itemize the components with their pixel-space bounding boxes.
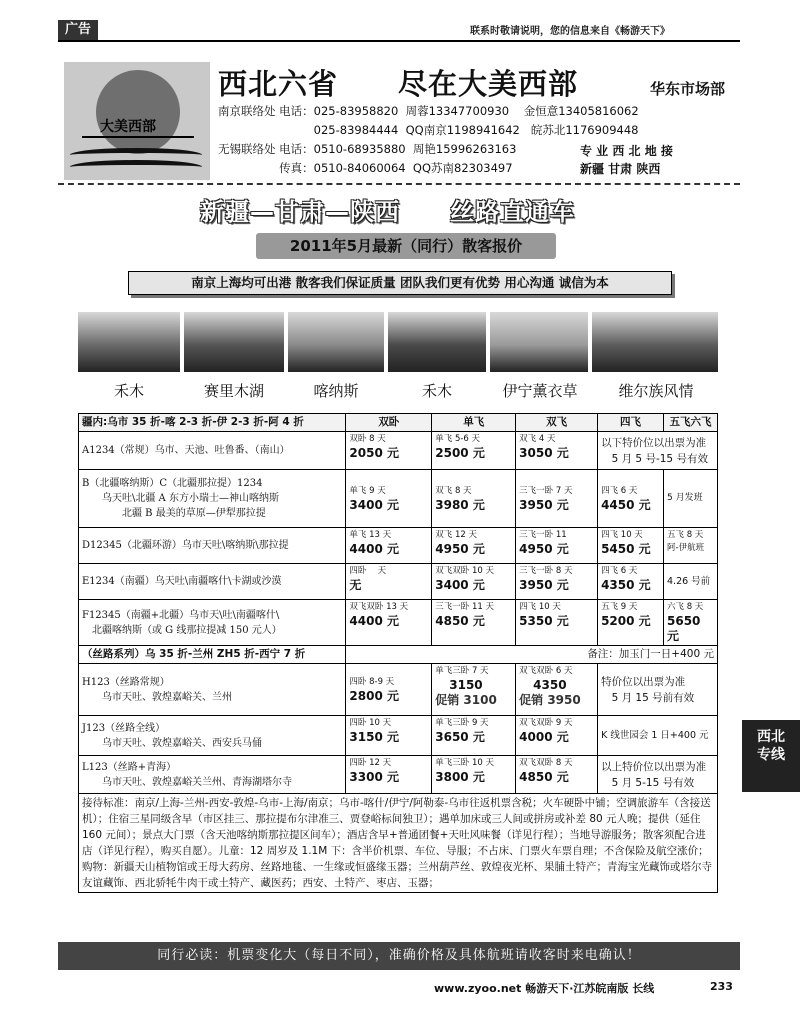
- price-cell: [346, 600, 432, 646]
- contact-line: 传真：0510-84060064 QQ苏南82303497: [218, 161, 513, 175]
- price-cell: [432, 664, 516, 716]
- duration: 四卧 10 天: [349, 718, 392, 728]
- department: 华东市场部: [650, 80, 726, 98]
- price: 4400 元: [349, 614, 399, 628]
- price: 4950 元: [435, 542, 485, 556]
- price: 3650 元: [435, 730, 485, 744]
- route-cell: A1234（常规）乌市、天池、吐鲁番、（南山）: [79, 432, 346, 470]
- route-banner: 新疆—甘肃—陕西 丝路直通车: [200, 198, 575, 226]
- photo-caption: 伊宁薰衣草: [502, 382, 578, 400]
- ad-tag: 广告: [58, 20, 98, 40]
- price: 5450 元: [601, 542, 651, 556]
- duration: 单飞 13 天: [349, 530, 392, 540]
- price: 3400 元: [349, 497, 399, 512]
- price-cell: [432, 716, 516, 756]
- price-cell: [598, 564, 664, 600]
- photo-caption: 赛里木湖: [203, 382, 264, 400]
- photo-caption: 喀纳斯: [313, 382, 359, 400]
- column-header: 四飞: [598, 414, 664, 432]
- price: 4850 元: [519, 770, 569, 784]
- route-cell: B（北疆喀纳斯）C（北疆那拉提）1234 乌天吐\北疆 A 东方小瑞士—神山喀纳斯 北疆 B 最美的草原—伊犁那拉提: [79, 470, 346, 528]
- price-cell: [516, 564, 598, 600]
- duration: 四飞 10 天: [519, 602, 561, 612]
- wave-icon: [70, 160, 202, 174]
- duration: 单飞三卧 9 天: [435, 718, 489, 728]
- duration: 双飞双卧 13 天: [349, 602, 409, 612]
- price-cell: [516, 432, 598, 470]
- photo: [388, 312, 486, 372]
- logo-text: 大美西部: [100, 119, 156, 135]
- price-table: [78, 413, 718, 893]
- price-cell: [346, 470, 432, 528]
- company-logo: [64, 62, 210, 180]
- table-header: [79, 414, 718, 432]
- silk-note: 备注：加玉门一日+400 元: [346, 646, 718, 664]
- silk-header: （丝路系列）乌 35 折-兰州 ZH5 折-西宁 7 折: [79, 646, 346, 664]
- route-cell: E1234（南疆）乌天吐\南疆喀什\卡湖或沙漠: [79, 564, 346, 600]
- route-cell: J123（丝路全线） 乌市天吐、敦煌嘉峪关、西安兵马俑: [79, 716, 346, 756]
- duration: 双飞双卧 9 天: [519, 718, 573, 728]
- photo-caption: 维尔族风情: [618, 382, 694, 400]
- duration: 五飞 8 天: [667, 530, 704, 540]
- tagline: 新疆 甘肃 陕西: [580, 162, 661, 176]
- photo: [592, 312, 718, 372]
- duration: 双飞 4 天: [519, 434, 556, 444]
- price-cell: [516, 664, 598, 716]
- duration: 六飞 8 天: [667, 602, 704, 612]
- price: 4950 元: [519, 542, 569, 556]
- duration: 双飞双卧 10 天: [435, 566, 494, 576]
- price-cell: [664, 528, 718, 564]
- section-header: [79, 646, 718, 664]
- price: 3950 元: [519, 578, 569, 592]
- promo-price: 促销 3950: [519, 693, 581, 707]
- note-cell: 以下特价位以出票为准 5 月 5 号-15 号有效: [598, 432, 718, 470]
- price-cell: [346, 564, 432, 600]
- price-cell: [432, 600, 516, 646]
- price-cell: [598, 600, 664, 646]
- route-cell: F12345（南疆+北疆）乌市天\吐\南疆喀什\ 北疆喀纳斯（或 G 线那拉提减 150 元人）: [79, 600, 346, 646]
- column-header: 双飞: [516, 414, 598, 432]
- duration: 三飞一卧 11 天: [435, 602, 494, 612]
- duration: 四飞 6 天: [601, 485, 638, 496]
- price-cell: [516, 528, 598, 564]
- price: 2800 元: [349, 688, 399, 703]
- price-cell: [664, 600, 718, 646]
- price-banner: 2011年5月最新（同行）散客报价: [256, 233, 556, 259]
- price-cell: [516, 716, 598, 756]
- page-title: 西北六省 尽在大美西部: [218, 67, 579, 101]
- price-cell: [346, 756, 432, 794]
- price: 3150 元: [349, 730, 399, 744]
- duration: 四卧 12 天: [349, 758, 392, 768]
- terms-cell: [79, 794, 718, 893]
- duration: 三飞一卧 11: [519, 530, 567, 540]
- duration: 四卧 8-9 天: [349, 676, 395, 687]
- price: 3800 元: [435, 770, 485, 784]
- contact-line: 无锡联络处 电话：0510-68935880 周艳15996263163: [218, 142, 517, 156]
- price: 4000 元: [519, 730, 569, 744]
- route-cell: L123（丝路+青海） 乌市天吐、敦煌嘉峪关兰州、青海湖塔尔寺: [79, 756, 346, 794]
- table-row: [79, 564, 718, 600]
- sun-icon: [96, 70, 180, 154]
- header-rule: [58, 40, 740, 42]
- price: 5650 元: [667, 614, 701, 643]
- price: 3950 元: [519, 497, 569, 512]
- duration: 三飞一卧 7 天: [519, 485, 573, 496]
- column-header: 五飞六飞: [664, 414, 718, 432]
- contact-line: 南京联络处 电话：025-83958820 周蓉13347700930 金恒意13405816062: [218, 104, 639, 118]
- duration: 单飞三卧 10 天: [435, 758, 494, 768]
- promo-price: 促销 3100: [435, 693, 497, 707]
- column-header: 双卧: [346, 414, 432, 432]
- section-tab: [742, 720, 800, 792]
- duration: 双飞 12 天: [435, 530, 477, 540]
- price: 2500 元: [435, 446, 485, 460]
- notice-bar: 同行必读：机票变化大（每日不同），准确价格及具体航班请收客时来电确认！: [58, 942, 740, 970]
- price-cell: [346, 528, 432, 564]
- price-cell: [432, 564, 516, 600]
- section-tab-label: 西北专线: [757, 729, 785, 763]
- price-cell: [432, 432, 516, 470]
- price: 3980 元: [435, 497, 485, 512]
- note-cell: 5 月发班: [664, 470, 718, 528]
- tagline: 专 业 西 北 地 接: [580, 144, 673, 158]
- price: 3300 元: [349, 770, 399, 784]
- price: 3400 元: [435, 578, 485, 592]
- price-cell: [516, 470, 598, 528]
- route-note: 阿-伊航班: [667, 543, 705, 553]
- terms-row: [79, 794, 718, 893]
- service-standard: 接待标准：南京/上海-兰州-西安-敦煌-乌市-上海/南京；乌市-喀什/伊宁/阿勒泰-乌市往返机票含税；火车硬卧中铺；空调旅游车（含接送机）；住宿三星同级含早（市区挂三、那拉提布尔津准三、贾登峪标间独卫）；遇单加床或三人间或拼房或补差 80 元人晚；提供（延住 160 元间）；景点大门票（含天池喀纳斯那拉提区间车）；酒店含早+普通团餐+天吐风味餐（详见行程）；当地导游服务；散客须配合进店（详见行程），购买自愿）。儿童：12 周岁及 1.1M 下：含半价机票、车位、导服；不占床、门票火车票自理；不含保险及航空涨价；: [82, 797, 711, 857]
- table-row: [79, 716, 718, 756]
- price: 4850 元: [435, 614, 485, 628]
- table-row: [79, 664, 718, 716]
- route-cell: H123（丝路常规） 乌市天吐、敦煌嘉峪关、兰州: [79, 664, 346, 716]
- duration: 单飞三卧 7 天: [435, 666, 489, 676]
- price-cell: [516, 600, 598, 646]
- duration: 单飞 9 天: [349, 485, 386, 496]
- table-row: [79, 756, 718, 794]
- price: 3150: [449, 678, 483, 692]
- price-cell: [432, 470, 516, 528]
- price: 2050 元: [349, 446, 399, 460]
- table-row: [79, 432, 718, 470]
- price: 4350 元: [601, 578, 651, 592]
- price-cell: [516, 756, 598, 794]
- route-cell: D12345（北疆环游）乌市天吐\喀纳斯\那拉提: [79, 528, 346, 564]
- duration: 双飞 8 天: [435, 485, 472, 496]
- duration: 双卧 8 天: [349, 434, 386, 444]
- note-cell: 特价位以出票为准 5 月 15 号前有效: [598, 664, 718, 716]
- price: 3050 元: [519, 446, 569, 460]
- table-row: [79, 600, 718, 646]
- price-cell: [432, 756, 516, 794]
- price: 4350: [533, 678, 567, 692]
- photo-caption: 禾木: [421, 382, 452, 400]
- top-note: 联系时敬请说明，您的信息来自《畅游天下》: [470, 26, 670, 37]
- price: 4450 元: [601, 497, 651, 512]
- photo: [288, 312, 384, 372]
- duration: 双飞双卧 8 天: [519, 758, 573, 768]
- logo-rule: [82, 136, 194, 138]
- column-header: 单飞: [432, 414, 516, 432]
- table-row: [79, 470, 718, 528]
- note-cell: 以上特价位以出票为准 5 月 5-15 号有效: [598, 756, 718, 794]
- photo: [490, 312, 588, 372]
- duration: 单飞 5-6 天: [435, 434, 481, 444]
- photo-caption: 禾木: [113, 382, 144, 400]
- table-row: [79, 528, 718, 564]
- price: 4400 元: [349, 542, 399, 556]
- duration: 双飞双卧 6 天: [519, 666, 573, 676]
- duration: 四飞 10 天: [601, 530, 643, 540]
- price: 5200 元: [601, 614, 651, 628]
- price: 无: [349, 578, 362, 592]
- duration: 四卧 天: [349, 566, 387, 576]
- price-cell: [598, 470, 664, 528]
- photo: [184, 312, 284, 372]
- footer-text: www.zyoo.net 畅游天下·江苏皖南版 长线: [434, 982, 655, 995]
- slogan-box: 南京上海均可出港 散客我们保证质量 团队我们更有优势 用心沟通 诚信为本: [128, 271, 672, 295]
- column-header: 疆内:乌市 35 折-喀 2-3 折-伊 2-3 折-阿 4 折: [79, 414, 346, 432]
- duration: 四飞 6 天: [601, 566, 638, 576]
- price: 5350 元: [519, 614, 569, 628]
- price-cell: [346, 664, 432, 716]
- contact-line: 025-83984444 QQ南京1198941642 皖苏北1176909448: [218, 123, 639, 137]
- duration: 三飞一卧 8 天: [519, 566, 573, 576]
- price-cell: [598, 528, 664, 564]
- price-cell: [346, 716, 432, 756]
- shopping-info: 购物：新疆天山植物馆或王母大药房、丝路地毯、一生缘或恒盛缘玉器；兰州葫芦丝、敦煌夜光杯、果脯土特产；青海宝光藏饰或塔尔寺友谊藏饰、西北骄牦牛肉干或土特产、藏医药；西安、土特产、枣店、玉器；: [82, 861, 712, 889]
- top-bar: [0, 0, 800, 40]
- photo: [78, 312, 180, 372]
- page-number: 233: [710, 980, 733, 993]
- note-cell: K 线世园会 1 日+400 元: [598, 716, 718, 756]
- price-cell: [432, 528, 516, 564]
- divider: [58, 183, 740, 185]
- note-cell: 4.26 号前: [664, 564, 718, 600]
- price-cell: [346, 432, 432, 470]
- duration: 五飞 9 天: [601, 602, 638, 612]
